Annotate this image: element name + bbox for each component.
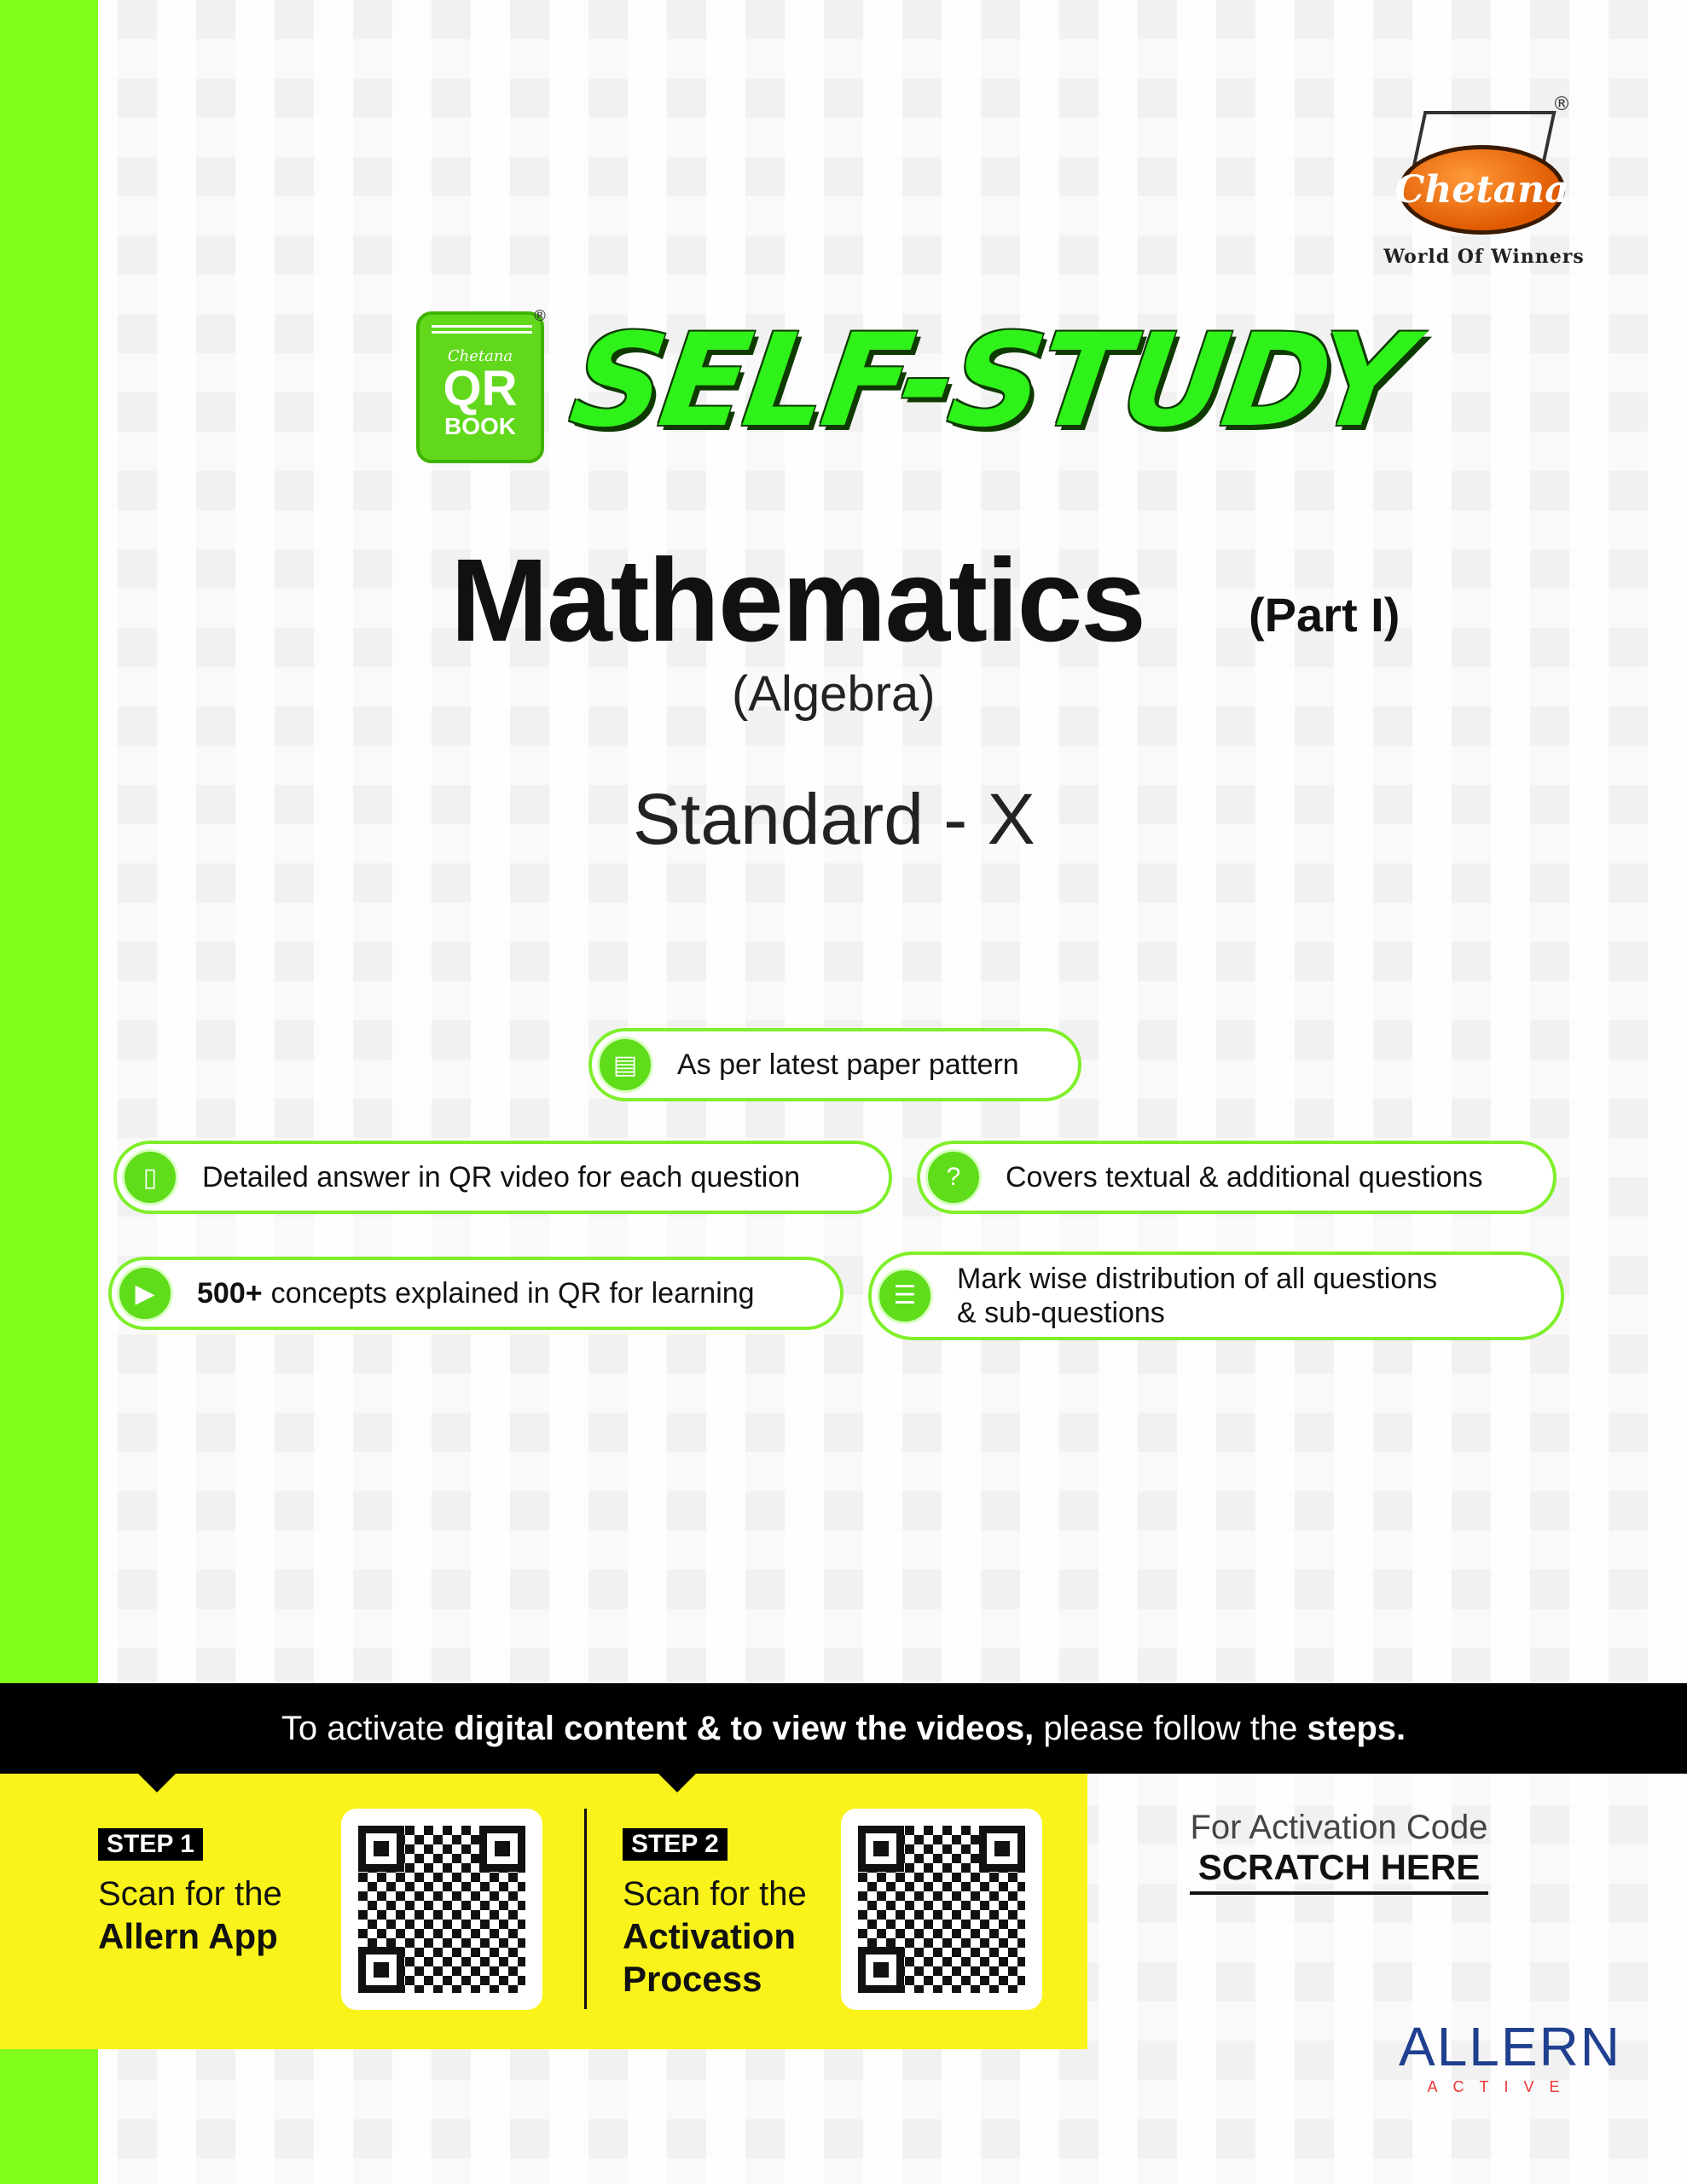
chetana-logo <box>1382 94 1595 282</box>
qr-book-brand: Chetana <box>447 347 513 365</box>
feature-textual-questions <box>917 1141 1557 1214</box>
band-bold-2: & to view the videos, <box>687 1709 1035 1747</box>
qr-book-badge <box>416 311 544 463</box>
video-lesson-icon: ▶ <box>117 1265 173 1321</box>
step-2-line1: Scan for the <box>623 1875 807 1913</box>
activation-instruction-band <box>0 1683 1687 1774</box>
step-1-line2: Allern App <box>98 1916 278 1956</box>
question-bubble-icon: ? <box>925 1149 982 1205</box>
feature-text: Detailed answer in QR video for each question <box>202 1160 801 1194</box>
band-text-3: please follow the <box>1034 1709 1307 1747</box>
checklist-icon: ☰ <box>877 1268 933 1324</box>
feature-bold: 500+ <box>197 1276 263 1310</box>
qr-finder <box>479 1826 525 1872</box>
book-part: (Part I) <box>1249 588 1400 642</box>
scratch-here-label: SCRATCH HERE <box>1190 1847 1489 1895</box>
qr-finder <box>358 1826 404 1872</box>
allern-name: ALLERN <box>1399 2016 1621 2077</box>
qr-finder <box>358 1947 404 1993</box>
steps-divider <box>584 1809 587 2009</box>
pointer-notch-2 <box>658 1774 696 1792</box>
qr-code-icon <box>358 1826 525 1993</box>
step-2-tag: STEP 2 <box>623 1828 728 1861</box>
step-1-line1: Scan for the <box>98 1875 282 1913</box>
step-2-text <box>623 1873 807 2001</box>
allern-logo <box>1399 2015 1621 2096</box>
series-title: SELF-STUDY <box>562 307 1417 456</box>
feature-concepts <box>108 1257 844 1330</box>
book-title: Mathematics <box>450 535 1145 666</box>
book-standard: Standard - X <box>633 779 1035 859</box>
book-subtitle: (Algebra) <box>732 666 936 722</box>
qr-code-activation[interactable] <box>841 1809 1042 2010</box>
step-1-tag: STEP 1 <box>98 1828 203 1861</box>
feature-text-block <box>957 1262 1437 1330</box>
band-bold-3: steps. <box>1307 1709 1406 1747</box>
step-2-line2: Activation <box>623 1916 797 1956</box>
band-text-1: To activate <box>281 1709 455 1747</box>
pointer-notch-1 <box>138 1774 176 1792</box>
qr-finder <box>858 1947 904 1993</box>
qr-code-icon <box>858 1826 1025 1993</box>
logo-tagline: World Of Winners <box>1383 246 1585 268</box>
book-lines-icon <box>432 325 532 334</box>
band-bold-1: digital content <box>454 1709 687 1747</box>
feature-text-2: & sub-questions <box>957 1297 1165 1329</box>
feature-text: Mark wise distribution of all questions <box>957 1263 1438 1295</box>
qr-finder <box>858 1826 904 1872</box>
logo-oval: Chetana <box>1399 145 1565 235</box>
allern-tag: ACTIVE <box>1427 2078 1575 2095</box>
feature-paper-pattern <box>588 1028 1081 1101</box>
feature-text: Covers textual & additional questions <box>1006 1160 1483 1194</box>
registered-mark: ® <box>1552 94 1571 115</box>
feature-text: concepts explained in QR for learning <box>270 1276 755 1310</box>
qr-book-big: QR <box>443 361 518 416</box>
qr-registered-mark: ® <box>532 307 548 325</box>
step-2-line3: Process <box>623 1959 762 1999</box>
paper-pattern-icon: ▤ <box>597 1037 653 1093</box>
activation-code-label: For Activation Code <box>1190 1809 1488 1846</box>
activation-code-area[interactable] <box>1177 1809 1501 1895</box>
qr-book-small: BOOK <box>444 413 516 439</box>
feature-qr-video <box>113 1141 892 1214</box>
feature-text: As per latest paper pattern <box>677 1048 1019 1081</box>
mobile-video-icon: ▯ <box>122 1149 178 1205</box>
qr-code-allern-app[interactable] <box>341 1809 542 2010</box>
feature-mark-distribution <box>868 1252 1564 1340</box>
step-1-text <box>98 1873 282 1958</box>
qr-finder <box>979 1826 1025 1872</box>
